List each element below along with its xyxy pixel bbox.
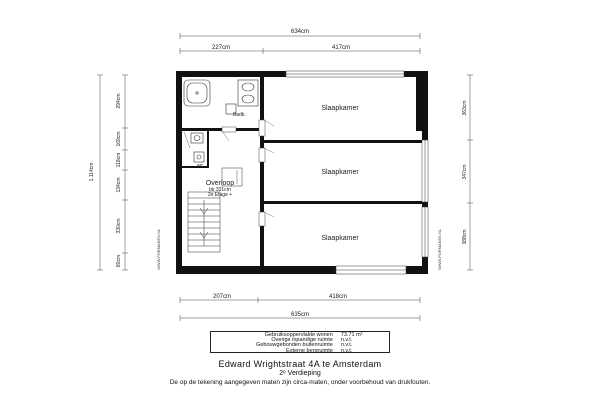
room-label-wc: wc: [197, 163, 204, 169]
wc-door-swing: [184, 132, 190, 148]
area-label: Gebruiksoppervlakte wonen: [264, 332, 333, 338]
area-value: n.v.t.: [340, 347, 353, 354]
dim-top-total: 634cm: [290, 29, 310, 35]
dim-left-seg-6: 80cm: [116, 254, 122, 268]
room-label-slaapkamer-1: Slaapkamer: [321, 105, 359, 112]
room-label-badk: Badk.: [233, 112, 246, 118]
dim-bottom-right: 418cm: [328, 294, 348, 300]
dim-right-seg-2: 347cm: [462, 164, 468, 180]
area-value: n.v.t.: [340, 337, 353, 344]
dim-left-total: 1.114cm: [89, 162, 95, 182]
dim-left-seg-4: 134cm: [116, 177, 122, 193]
area-label: Externe bergruimte: [286, 347, 333, 354]
sink-icon: [238, 80, 258, 106]
outer-walls: [176, 71, 428, 274]
room-label-slaapkamer-2: Slaapkamer: [321, 169, 359, 176]
dim-right-seg-1: 363cm: [462, 100, 468, 116]
room-label-overloop-sub1: bk 331cm: [209, 187, 231, 193]
area-label: Gebouwgebonden buitenruimte: [256, 342, 333, 349]
room-label-slaapkamer-3: Slaapkamer: [321, 235, 359, 242]
area-value: n.v.t.: [340, 342, 353, 349]
room-label-overloop: Overloop: [205, 180, 235, 187]
watermark-left: WWW.FORMAKEN.NL: [156, 228, 161, 270]
room-label-overloop-sub2: 2e Etage +: [207, 192, 233, 198]
interior-walls: [182, 77, 422, 266]
toilet-icon: [191, 133, 204, 162]
area-label: Overige inpandige ruimte: [271, 337, 333, 344]
dim-bottom-left: 207cm: [212, 294, 232, 300]
area-table: [210, 331, 390, 353]
bathtub-icon: [184, 80, 210, 106]
doors: [222, 120, 265, 226]
dim-right-seg-3: 388cm: [462, 229, 468, 245]
address-title: Edward Wrightstraat 4A te Amsterdam: [218, 359, 382, 369]
area-value: 73.71 m²: [340, 332, 363, 338]
left-dimensions: [97, 75, 128, 270]
disclaimer-text: De op de tekening aangegeven maten zijn circa-maten, onder voorbehoud van drukfouten.: [169, 379, 431, 386]
watermark-right: WWW.FORMAKEN.NL: [437, 228, 442, 270]
area-table-row: [215, 349, 385, 354]
dim-left-seg-3: 118cm: [116, 152, 122, 168]
dim-top-right: 417cm: [331, 45, 351, 51]
dim-left-seg-1: 294cm: [116, 93, 122, 109]
dim-left-seg-5: 330cm: [116, 218, 122, 234]
dim-top-left: 227cm: [211, 45, 231, 51]
floor-label: 2ᵉ Verdieping: [279, 370, 321, 377]
dim-bottom-total: 635cm: [290, 312, 310, 318]
dim-left-seg-2: 169cm: [116, 131, 122, 147]
